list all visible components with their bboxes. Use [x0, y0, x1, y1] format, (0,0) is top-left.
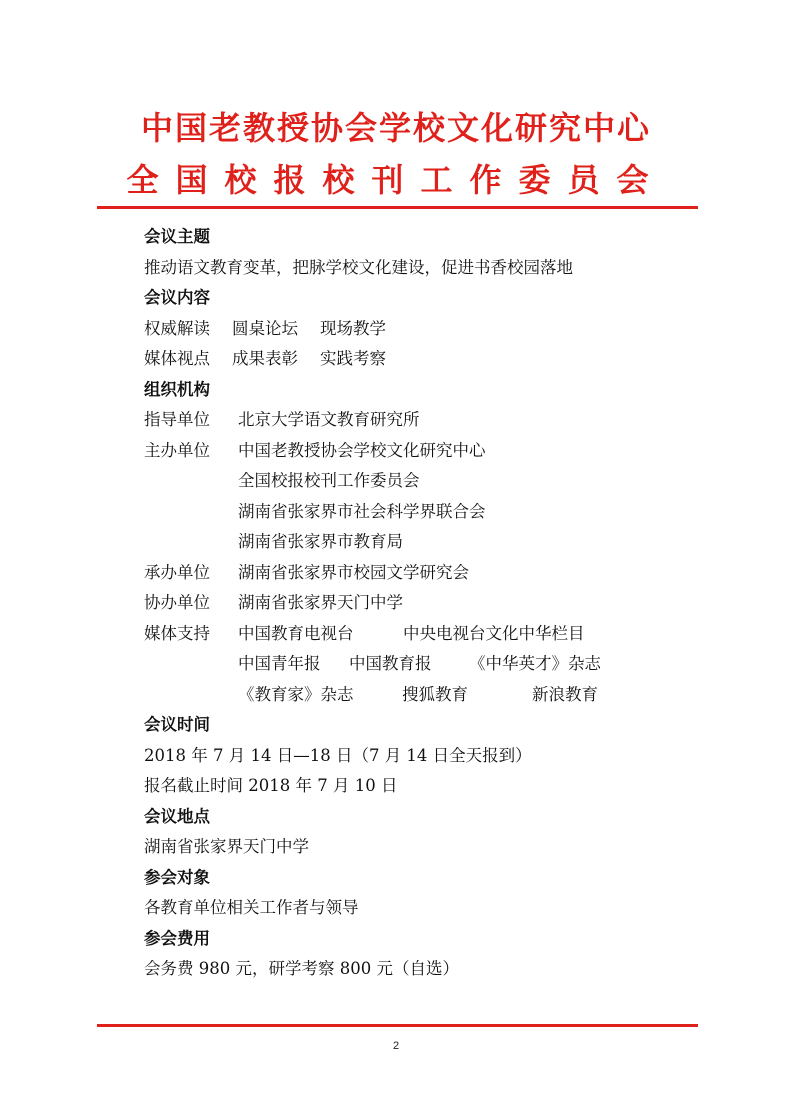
org-host-row: [144, 436, 704, 467]
bottom-divider: [97, 1024, 698, 1027]
top-divider: [97, 206, 698, 209]
org-host-row: [144, 466, 704, 497]
content-item: 圆桌论坛: [232, 318, 298, 338]
org-media-row: [144, 619, 704, 650]
content-item: 现场教学: [320, 318, 386, 338]
media-item: 《中华英才》杂志: [469, 654, 601, 673]
place-heading: 会议地点: [144, 806, 210, 826]
media-label: 媒体支持: [144, 623, 210, 643]
org-guide-row: [144, 405, 704, 436]
theme-text: 推动语文教育变革，把脉学校文化建设，促进书香校园落地: [144, 257, 573, 277]
organizer-label: 承办单位: [144, 562, 210, 582]
content-item: 媒体视点: [144, 349, 210, 368]
fee-heading: 参会费用: [144, 928, 210, 948]
org-host-row: [144, 527, 704, 558]
content-item: 成果表彰: [232, 349, 298, 368]
content-heading: 会议内容: [144, 288, 210, 307]
org-media-row: [144, 680, 704, 711]
host-value: 湖南省张家界市教育局: [238, 532, 403, 551]
time-line-1: 2018 年 7 月 14 日—18 日（7 月 14 日全天报到）: [144, 745, 532, 765]
co-value: 湖南省张家界天门中学: [238, 593, 403, 612]
content-item: 权威解读: [144, 318, 210, 338]
media-item: 《教育家》杂志: [238, 684, 354, 704]
time-line-2: 报名截止时间 2018 年 7 月 10 日: [144, 776, 398, 795]
fee-text: 会务费 980 元，研学考察 800 元（自选）: [144, 959, 459, 978]
media-item: 搜狐教育: [402, 684, 468, 704]
document-body: [144, 222, 704, 985]
guide-value: 北京大学语文教育研究所: [238, 410, 420, 429]
org-organizer-row: [144, 558, 704, 589]
co-label: 协办单位: [144, 593, 210, 612]
media-item: 中国教育报: [349, 654, 432, 673]
media-item: 中国教育电视台: [238, 623, 354, 643]
page-number: 2: [392, 1040, 400, 1052]
host-value: 全国校报校刊工作委员会: [238, 471, 420, 490]
organizer-value: 湖南省张家界市校园文学研究会: [238, 562, 469, 582]
time-heading: 会议时间: [144, 715, 210, 734]
guide-label: 指导单位: [144, 410, 210, 429]
org-media-row: [144, 649, 704, 680]
content-row-2: [144, 344, 704, 375]
audience-text: 各教育单位相关工作者与领导: [144, 898, 359, 917]
host-value: 湖南省张家界市社会科学界联合会: [238, 501, 486, 521]
host-value: 中国老教授协会学校文化研究中心: [238, 440, 486, 460]
media-item: 新浪教育: [532, 684, 598, 704]
place-text: 湖南省张家界天门中学: [144, 837, 309, 856]
host-label: 主办单位: [144, 440, 210, 460]
header-title-line2: 全国校报校刊工作委员会: [126, 161, 666, 199]
audience-heading: 参会对象: [144, 867, 210, 887]
media-item: 中央电视台文化中华栏目: [403, 623, 585, 643]
content-row-1: [144, 314, 704, 345]
content-item: 实践考察: [320, 349, 386, 368]
header-title-line1: 中国老教授协会学校文化研究中心: [140, 109, 651, 147]
org-co-row: [144, 588, 704, 619]
theme-heading: 会议主题: [144, 227, 210, 246]
org-heading: 组织机构: [144, 379, 210, 399]
media-item: 中国青年报: [238, 654, 321, 673]
org-host-row: [144, 497, 704, 528]
